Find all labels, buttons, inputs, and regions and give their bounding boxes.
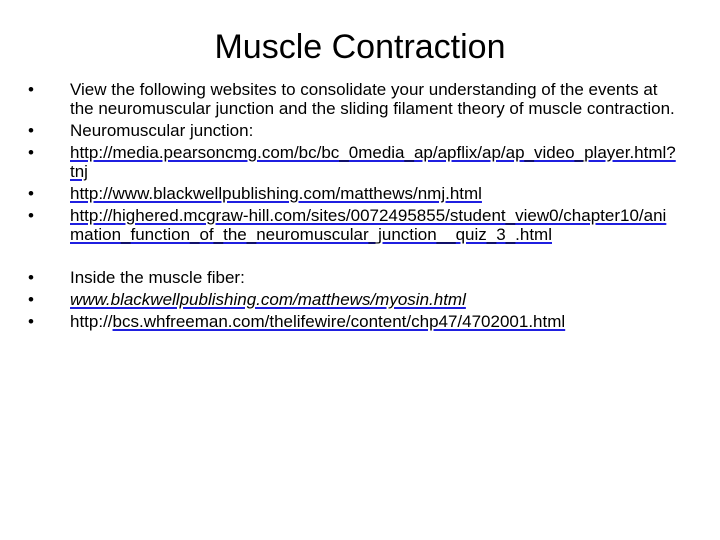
mcgraw-hill-animation-link[interactable]: http://highered.mcgraw-hill.com/sites/0072495855/student_view0/chapter10/animation_function_of_the_neuromuscular_junction__quiz_3_.html: [70, 206, 667, 244]
bullet-item-blackwell-nmj-link: [28, 184, 678, 203]
bullet-item-pearson-link: [28, 143, 678, 181]
bullet-icon: •: [28, 312, 34, 331]
bullet-item-whfreeman-link: [28, 312, 678, 331]
bullet-item-intro: [28, 80, 678, 118]
bullet-icon: •: [28, 143, 34, 162]
whfreeman-link-prefix: http://: [70, 312, 113, 331]
nmj-heading-text: Neuromuscular junction:: [70, 121, 254, 140]
bullet-item-myosin-link: [28, 290, 678, 309]
bullet-item-nmj-heading: [28, 121, 678, 140]
bullet-item-mcgraw-link: [28, 206, 678, 244]
bullet-icon: •: [28, 121, 34, 140]
bullet-list: [28, 80, 678, 334]
intro-text: View the following websites to consolidate your understanding of the events at the neuromuscular junction and the sliding filament theory of muscle contraction.: [70, 80, 675, 118]
bullet-icon: •: [28, 268, 34, 287]
bullet-icon: •: [28, 80, 34, 99]
blackwell-myosin-link[interactable]: www.blackwellpublishing.com/matthews/myosin.html: [70, 290, 466, 309]
fiber-heading-text: Inside the muscle fiber:: [70, 268, 245, 287]
bullet-icon: •: [28, 184, 34, 203]
blackwell-nmj-link[interactable]: http://www.blackwellpublishing.com/matthews/nmj.html: [70, 184, 482, 203]
slide-title: Muscle Contraction: [214, 28, 506, 66]
bullet-icon: •: [28, 290, 34, 309]
bullet-item-fiber-heading: [28, 268, 678, 287]
whfreeman-lifewire-link[interactable]: bcs.whfreeman.com/thelifewire/content/chp47/4702001.html: [112, 312, 566, 331]
pearson-video-link[interactable]: http://media.pearsoncmg.com/bc/bc_0media_ap/apflix/ap/ap_video_player.html?tnj: [70, 143, 676, 181]
bullet-icon: •: [28, 206, 34, 225]
